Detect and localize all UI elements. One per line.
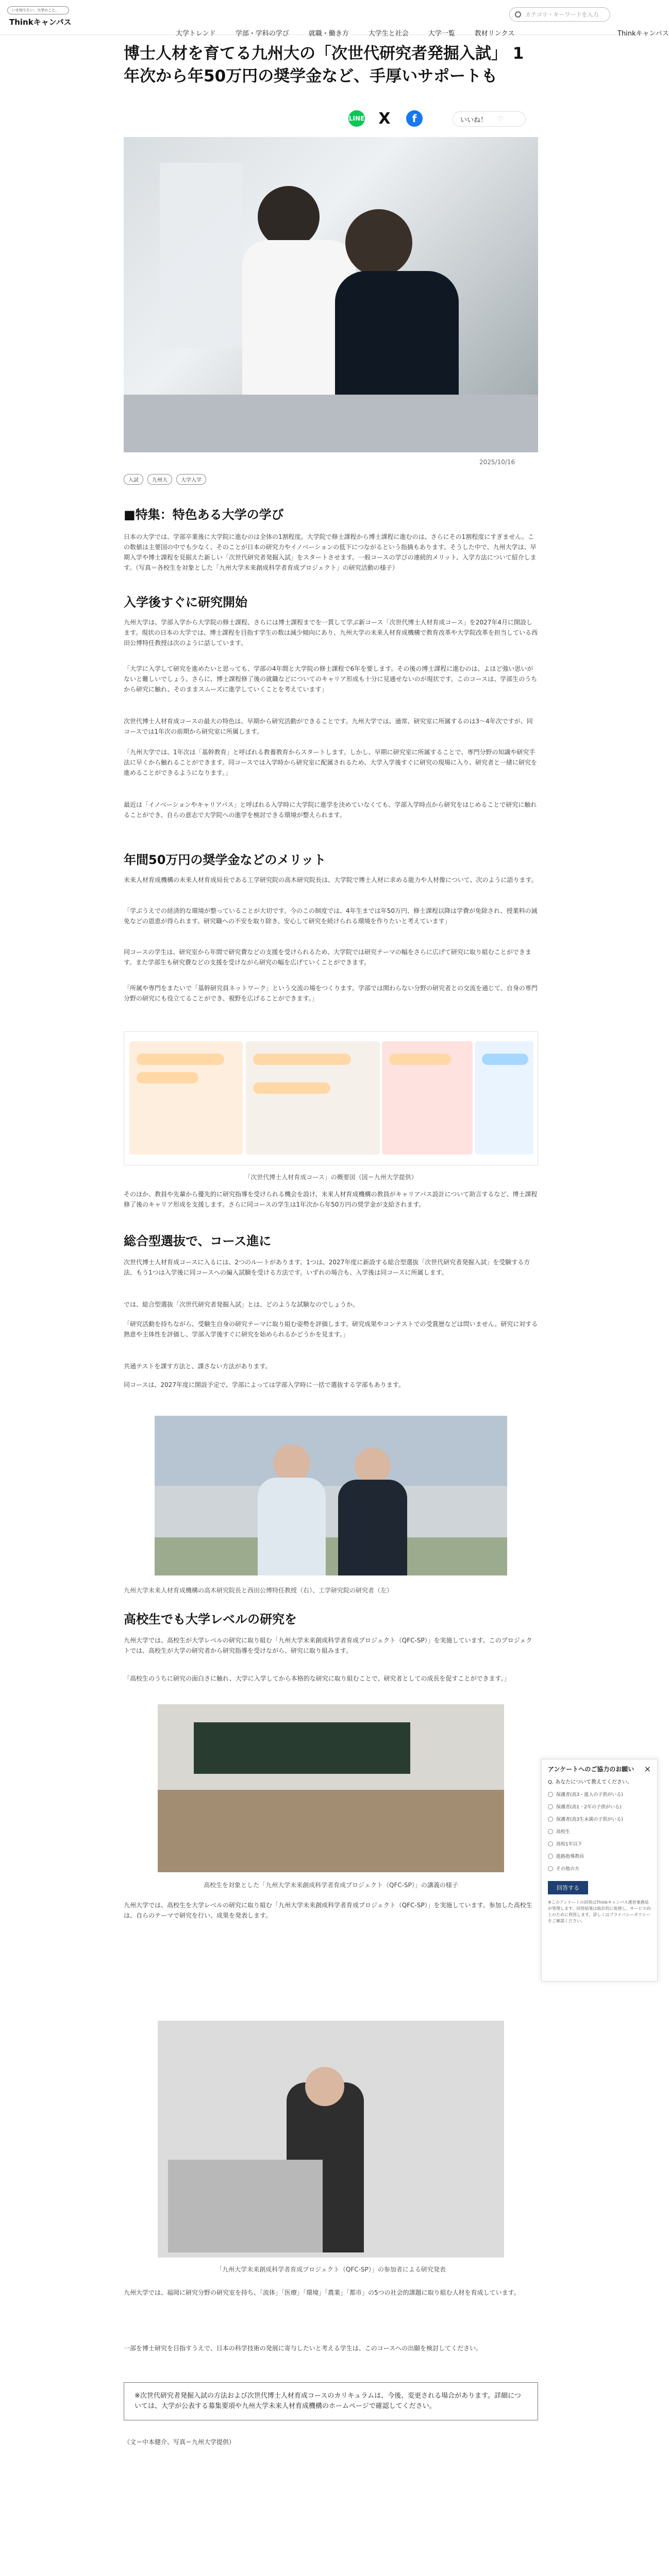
brand-link[interactable]: Thinkキャンパス [617,30,669,38]
article-main [124,42,538,2446]
lab-table [124,395,538,452]
radio-icon[interactable] [548,1866,553,1871]
survey-widget [541,1759,658,1981]
nav-item[interactable]: 教材リンクス [474,30,515,38]
figure-caption: 高校生を対象とした「九州大学未来創成科学者育成プロジェクト（QFC-SP）」の講義の様子 [204,1882,458,1889]
blackboard [194,1722,410,1774]
section-heading: 入学後すぐに研究開始 [124,595,247,609]
diagram-chip [137,1054,224,1065]
figure-caption: 「九州大学未来創成科学者育成プロジェクト（QFC-SP）」の参加者による研究発表 [216,2266,446,2273]
diagram-chip [253,1054,351,1065]
search-placeholder: カテゴリ・キーワードを入力 [525,11,599,18]
paragraph: そのほか、教員や先輩から優先的に研究指導を受けられる機会を設け、未来人材育成機構の教員がキャリアパス設計について助言するなど、博士課程修了後のキャリア形成を支援します。さらに同コースの学生は1年次から年50万円の奨学金が支給されます。 [124,1191,538,1208]
search-icon[interactable] [515,11,521,18]
paragraph: 一部を博士研究を目指すうえで、日本の科学技術の発展に寄与したいと考える学生は、このコースへの出願を検討してください。 [124,2345,482,2352]
paragraph: 九州大学は、学部入学から大学院の修士課程、さらには博士課程までを一貫して学ぶ新コース「次世代博士人材育成コース」を2027年4月に開設します。現状の日本の大学では、博士課程を目指す学生の数は減少傾向にあり、九州大学の未来人材育成機構で教育改革や大学院改革を担当している西田公博特任教授は次のように話しています。 [124,619,538,647]
presenter-head [305,2067,344,2106]
close-icon[interactable]: × [644,1764,651,1774]
paragraph: 「大学に入学して研究を進めたいと思っても、学部の4年間と大学院の修士課程で6年を要します。その後の博士課程に進むのは、よほど強い思いがないと難しいでしょう。さらに、博士課程修了後の就職などについてのキャリア形成も十分に見通せないのが現状です。このコースは、学部生のうちから研究に触れ、そのままスムーズに進学していくことを考えています」 [124,665,538,693]
survey-option[interactable]: 保護者(高1・2年の子供がいる) [548,1803,651,1810]
survey-option[interactable]: 高校1年以下 [548,1840,651,1847]
facebook-share-icon[interactable]: f [406,110,423,127]
diagram-chip [253,1082,330,1094]
nav-item[interactable]: 就職・働き方 [308,30,349,38]
paragraph: 次世代博士人材育成コースの最大の特色は、早期から研究活動ができることです。九州大学では、通常、研究室に所属するのは3〜4年次ですが、同コースでは1年次の前期から研究室に所属します。 [124,718,533,735]
site-header [0,0,669,38]
lab-equipment [160,163,242,348]
survey-note: ※このアンケートの回答はThinkキャンパス運営事務局が管理します。回答結果は統計的に処理し、サービス向上のために利用します。詳しくはプライバシーポリシーをご確認ください。 [548,1900,651,1923]
global-nav [166,28,524,36]
audience [168,2160,323,2252]
survey-option[interactable]: 高校生 [548,1828,651,1835]
professors-photo [155,1416,507,1575]
person-body [258,1478,326,1575]
radio-icon[interactable] [548,1792,553,1797]
intro-paragraph: 日本の大学では、学部卒業後に大学院に進むのは全体の1割程度。大学院で修士課程から博士課程に進むのは、さらにその1割程度にすぎません。この数値は主要国の中でも少なく、そのことが日本の研究力やイノベーションの低下につながるという指摘もあります。そうした中で、九州大学は、早期入学や博士課程を見据えた新しい「次世代研究者発掘入試」をスタートさせます。一般コースの学びの連続的メリット、入学方法について紹介します。（写真＝各校生を対象とした「九州大学未来創成科学者育成プロジェクト」の研究活動の様子） [124,533,537,571]
paragraph: では、総合型選抜「次世代研究者発掘入試」とは、どのような試験なのでしょうか。 [124,1301,359,1308]
site-logo[interactable] [7,6,72,30]
like-button[interactable] [453,111,526,127]
credit: （文＝中本健介、写真＝九州大学提供） [124,2438,236,2446]
paragraph: 最近は「イノベーションやキャリアパス」と呼ばれる入学時に大学院に進学を決めていなくても、学部入学時点から研究をはじめることで研究に触れることができ、自らの意志で大学院への進学を検討できる環境が整えられます。 [124,801,537,819]
tag-list [124,474,206,485]
paragraph: 共通テストを課す方法と、課さない方法があります。 [124,1363,272,1370]
diagram-chip [389,1054,451,1065]
paragraph: 九州大学では、福岡に研究分野の研究室を持ち、「流体」「医療」「環境」「農業」「都市」の5つの社会的課題に取り組む人材を育成しています。 [124,2289,520,2296]
radio-icon[interactable] [548,1829,553,1834]
figure-caption: 「次世代博士人材育成コース」の概要図（図＝九州大学提供） [244,1174,417,1181]
figure-caption: 九州大学未来人材育成機構の高木研究院長と西田公博特任教授（右）、工学研究院の研究者（左） [124,1587,393,1594]
heart-icon: ♡ [497,115,504,123]
x-share-icon[interactable]: X [376,110,393,127]
paragraph: 「研究活動を持ちながら、受験生自身の研究テーマに取り組む姿勢を評価します。研究成果やコンテストでの受賞歴などは問いません。研究に対する熱意や主体性を評価し、学部入学後すぐに研究を始められるかどうかを見ます。」 [124,1320,538,1338]
paragraph: 同コースの学生は、研究室から年間で研究費などの支援を受けられるため、大学院では研究テーマの幅をさらに広げて研究に取り組むことができます。また学部生も研究費などの支援を受けながら研究の幅を広げていくことができます。 [124,948,531,966]
radio-icon[interactable] [548,1854,553,1859]
paragraph: 同コースは、2027年度に開設予定で、学部によっては学部入学時に一括で選抜する学部もあります。 [124,1381,405,1388]
like-label: いいね！ [460,116,488,124]
survey-submit-button[interactable]: 回答する [548,1881,588,1894]
nav-item[interactable]: 大学一覧 [428,30,455,38]
radio-icon[interactable] [548,1841,553,1846]
survey-question: Q. あなたについて教えてください。 [548,1780,633,1785]
tag-chip[interactable]: 入試 [124,474,143,485]
photo-grass [155,1537,507,1575]
share-bar [124,107,538,130]
article-title: 博士人材を育てる九州大の「次世代研究者発掘入試」 1年次から年50万円の奨学金など、手厚いサポートも [124,44,524,86]
person-body [338,1480,407,1575]
paragraph: 未来人材育成機構の未来人材育成局長である工学研究院の高木研究院長は、大学院で博士人材に求める能力や人材像について、次のように語ります。 [124,876,538,884]
survey-option[interactable]: 進路指導教員 [548,1853,651,1859]
survey-option[interactable]: その他の方 [548,1865,651,1872]
radio-icon[interactable] [548,1817,553,1822]
student-head [345,209,412,276]
course-diagram [124,1031,538,1165]
paragraph: 九州大学では、高校生を大学レベルの研究に取り組む「九州大学未来創成科学者育成プロジェクト（QFC-SP）」を実施しています。参加した高校生は、自らのテーマで研究を行い、成果を発表します。 [124,1902,532,1919]
section-heading: 年間50万円の奨学金などのメリット [124,853,326,867]
nav-item[interactable]: 大学生と社会 [368,30,409,38]
diagram-chip [137,1072,198,1083]
radio-icon[interactable] [548,1804,553,1809]
student-desks [158,1790,504,1872]
search-box[interactable] [509,7,610,22]
paragraph: 九州大学では、高校生が大学レベルの研究に取り組む「九州大学未来創成科学者育成プロジェクト（QFC-SP）」を実施しています。このプロジェクトでは、高校生が大学の研究者から研究指導を受けながら、研究に取り組みます。 [124,1637,532,1654]
publish-date: 2025/10/16 [479,459,515,466]
person-head [273,1445,310,1482]
diagram-chip [482,1054,528,1065]
logo-tagline: いま知りたい、大学のこと。 [7,6,69,14]
notice-box: ※次世代研究者発掘入試の方法および次世代博士人材育成コースのカリキュラムは、今後、変更される場合があります。詳細については、大学が公表する募集要項や九州大学未来人材育成機構のホームページで確認してください。 [124,2382,538,2420]
photo-sky [155,1416,507,1486]
paragraph: 「学ぶうえでの経済的な環境が整っていることが大切です。今のこの制度では、4年生までは年50万円、修士課程以降は学費が免除され、授業料の減免などの恩恵が得られます。研究職への不安を取り除き、安心して研究を続けられる環境を作りたいと考えています」 [124,907,538,925]
logo-name: Thinkキャンパス [9,18,72,27]
feature-heading: ■特集：特色ある大学の学び [124,507,284,522]
paragraph: 次世代博士人材育成コースに入るには、2つのルートがあります。1つは、2027年度に新設する総合型選抜「次世代研究者発掘入試」を受験する方法、もう1つは入学後に同コースへの編入試験を受ける方法です。いずれの場合も、入学後は同コースに所属します。 [124,1259,530,1276]
nav-item[interactable]: 学部・学科の学び [235,30,289,38]
nav-item[interactable]: 大学トレンド [176,30,216,38]
paragraph: 「高校生のうちに研究の面白さに触れ、大学に入学してから本格的な研究に取り組むことで、研究者としての成長を促すことができます。」 [124,1675,510,1682]
presentation-photo [158,2021,504,2258]
person-head [355,1448,391,1484]
section-heading: 総合型選抜で、コース進に [124,1234,272,1248]
lecture-photo [158,1704,504,1872]
tag-chip[interactable]: 大学入学 [176,474,206,485]
section-heading: 高校生でも大学レベルの研究を [124,1612,297,1626]
paragraph: 「九州大学では、1年次は「基幹教育」と呼ばれる教養教育からスタートします。しかし、早期に研究室に所属することで、専門分野の知識や研究手法に早くから触れることができます。同コースでは入学時から研究室に配属されるため、大学入学後すぐに研究の現場に入り、研究者と一緒に研究を進めることができるようになります。」 [124,749,537,776]
hero-image [124,137,538,452]
survey-option[interactable]: 保護者(高3・進入の子供がいる) [548,1791,651,1798]
survey-title: アンケートへのご協力のお願い [548,1766,634,1773]
logo-mark [7,16,72,27]
survey-option[interactable]: 保護者(高3生未満の子供がいる) [548,1816,651,1822]
tag-chip[interactable]: 九州大 [147,474,172,485]
paragraph: 「所属や専門をまたいで「基幹研究員ネットワーク」という交流の場をつくります。学部では関わらない分野の研究者との交流を通じて、自身の専門分野の研究にも役立てることができ、視野を広げることができます。」 [124,985,538,1002]
line-share-icon[interactable]: LINE [348,110,365,127]
researcher-head [258,186,320,248]
